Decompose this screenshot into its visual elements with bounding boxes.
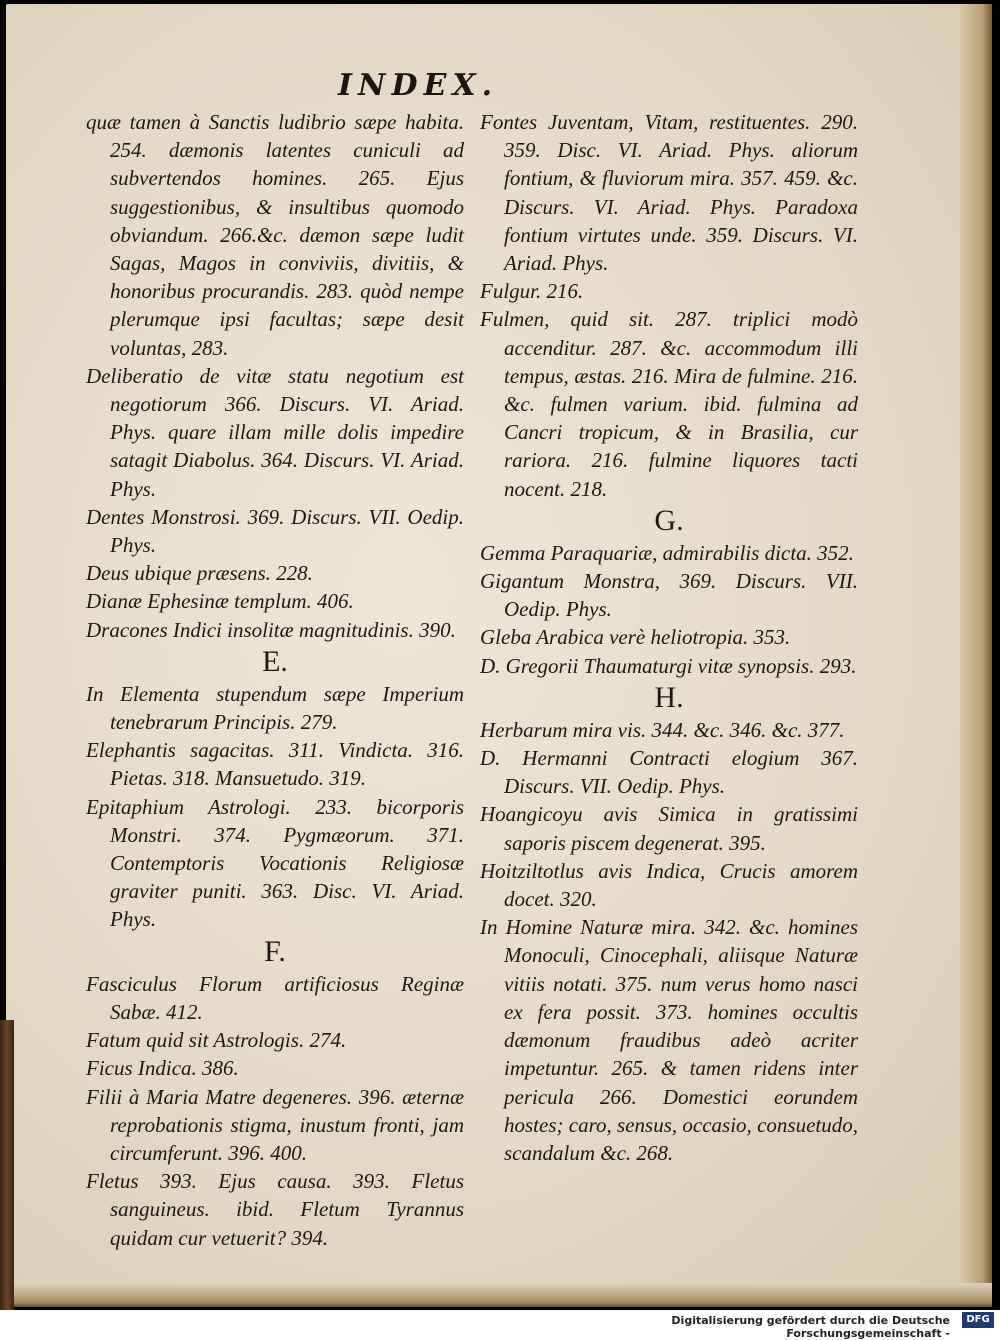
section-letter: F. xyxy=(264,934,286,968)
index-entry: Fasciculus Florum artificiosus Reginæ Sabæ. 412. xyxy=(86,971,464,1024)
index-entry: Hoitziltotlus avis Indica, Crucis amorem docet. 320. xyxy=(480,858,858,912)
right-column xyxy=(480,108,858,1167)
index-entry: In Homine Naturæ mira. 342. &c. homines Monoculi, Cinocephali, aliisque Naturæ vitiis notati. 375. num verus homo nasci ex fera possit. 373. homines occultis dæmonum fraudibus adeò acriter impetuntur. 265. & tamen ridens inter pericula 266. Domestici eorundem hostes; caro, sensus, occasio, consuetudo, scandalum &c. 268. xyxy=(480,915,858,1165)
index-entry: Filii à Maria Matre degeneres. 396. æternæ reprobationis stigma, inustum fronti, jam circumferunt. 396. 400. xyxy=(86,1084,464,1165)
index-entry: Epitaphium Astrologi. 233. bicorporis Monstri. 374. Pygmæorum. 371. Contemptoris Vocationis Religiosæ graviter puniti. 363. Disc. VI. Ariad. Phys. xyxy=(86,794,464,932)
page-edge-bottom xyxy=(6,1283,992,1307)
index-entry: quæ tamen à Sanctis ludibrio sæpe habita. 254. dæmonis latentes cuniculi ad subvertendos homines. 265. Ejus suggestionibus, & insultibus quomodo obviandum. 266.&c. dæmon sæpe ludit Sagas, Magos in conviviis, divitiis, & honoribus procurandis. 283. quòd nempe plerumque ipsi facultas; sæpe desit voluntas, 283. xyxy=(86,110,464,360)
index-entry: Dracones Indici insolitæ magnitudinis. 390. xyxy=(86,617,456,642)
digitization-credit: Digitalisierung gefördert durch die Deutsche Forschungsgemeinschaft - xyxy=(671,1314,950,1340)
index-entry: D. Hermanni Contracti elogium 367. Discurs. VII. Oedip. Phys. xyxy=(480,746,858,799)
section-letter: E. xyxy=(262,644,288,678)
book-binding xyxy=(0,1020,14,1310)
section-letter: G. xyxy=(654,503,684,537)
index-entry: Fletus 393. Ejus causa. 393. Fletus sanguineus. ibid. Fletum Tyrannus quidam cur vetuerit? 394. xyxy=(86,1169,464,1250)
index-entry: Dentes Monstrosi. 369. Discurs. VII. Oedip. Phys. xyxy=(86,504,464,558)
left-column xyxy=(86,108,464,1252)
index-entry: Gleba Arabica verè heliotropia. 353. xyxy=(480,625,791,650)
index-entry: Fatum quid sit Astrologis. 274. xyxy=(86,1028,347,1053)
index-entry: Hoangicoyu avis Simica in gratissimi saporis piscem degenerat. 395. xyxy=(480,802,858,855)
index-entry: Dianæ Ephesinæ templum. 406. xyxy=(86,589,354,614)
dfg-logo: DFG xyxy=(962,1312,994,1328)
index-entry: D. Gregorii Thaumaturgi vitæ synopsis. 293. xyxy=(480,653,857,678)
index-entry: Deliberatio de vitæ statu negotium est negotiorum 366. Discurs. VI. Ariad. Phys. quare illam mille dolis impedire satagit Diabolus. 364. Discurs. VI. Ariad. Phys. xyxy=(86,363,464,501)
index-entry: In Elementa stupendum sæpe Imperium tenebrarum Principis. 279. xyxy=(86,681,464,735)
index-entry: Ficus Indica. 386. xyxy=(86,1056,239,1081)
index-entry: Herbarum mira vis. 344. &c. 346. &c. 377. xyxy=(480,717,845,742)
index-entry: Deus ubique præsens. 228. xyxy=(86,561,313,586)
index-entry: Fontes Juventam, Vitam, restituentes. 290. 359. Disc. VI. Ariad. Phys. aliorum fontium, & fluviorum mira. 357. 459. &c. Discurs. VI. Ariad. Phys. Paradoxa fontium virtutes unde. 359. Discurs. VI. Ariad. Phys. xyxy=(480,110,858,276)
page-title: INDEX. xyxy=(338,68,499,103)
index-entry: Elephantis sagacitas. 311. Vindicta. 316. Pietas. 318. Mansuetudo. 319. xyxy=(86,738,464,791)
page-edge xyxy=(960,4,992,1307)
index-entry: Fulgur. 216. xyxy=(480,279,584,304)
section-letter: H. xyxy=(654,680,684,714)
index-entry: Gigantum Monstra, 369. Discurs. VII. Oedip. Phys. xyxy=(480,569,858,622)
index-entry: Gemma Paraquariæ, admirabilis dicta. 352. xyxy=(480,540,854,565)
index-entry: Fulmen, quid sit. 287. triplici modò accenditur. 287. &c. accommodum illi tempus, æstas. 216. Mira de fulmine. 216. &c. fulmen varium. ibid. fulmina ad Cancri tropicum, & in Brasilia, cur rariora. 216. fulmine liquores tacti nocent. 218. xyxy=(480,307,858,501)
